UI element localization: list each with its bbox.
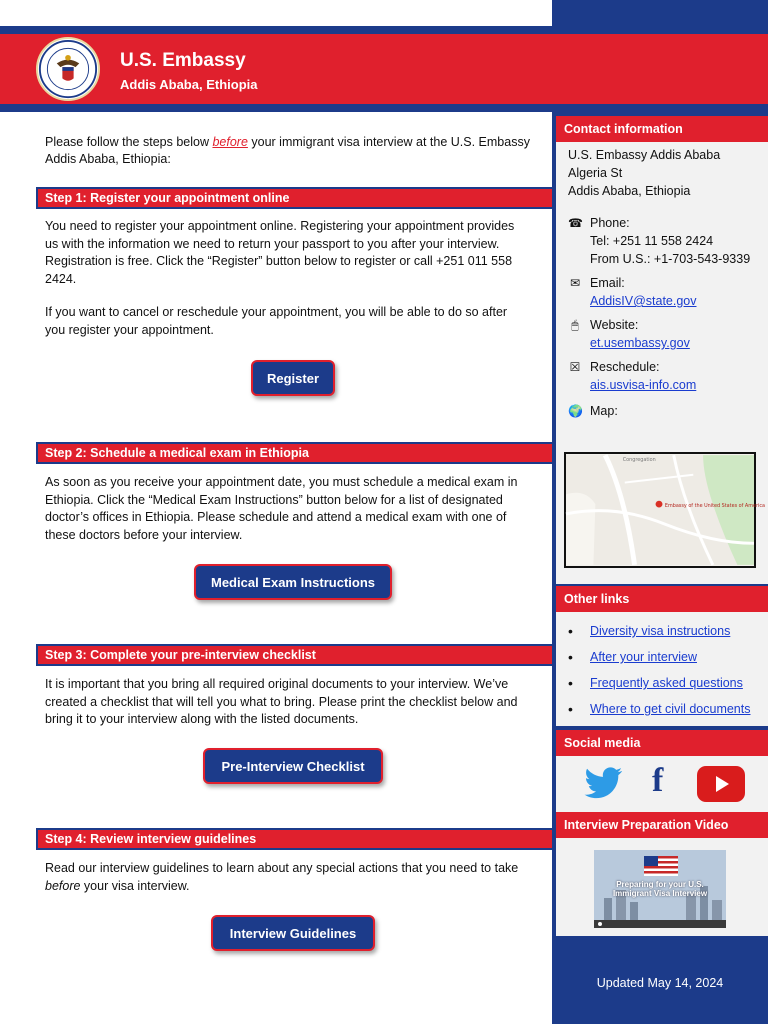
reschedule-label: Reschedule: xyxy=(590,360,660,374)
contact-map xyxy=(568,402,618,420)
register-button[interactable]: Register xyxy=(251,360,335,396)
contact-panel xyxy=(556,142,768,584)
medical-exam-instructions-button[interactable]: Medical Exam Instructions xyxy=(194,564,392,600)
step-4-heading: Step 4: Review interview guidelines xyxy=(36,828,552,850)
contact-reschedule xyxy=(568,358,696,394)
website-label: Website: xyxy=(590,318,639,332)
list-item xyxy=(590,700,751,726)
embassy-map[interactable] xyxy=(564,452,766,568)
list-item xyxy=(590,648,751,674)
intro-text-end: your immigrant visa interview at the U.S. Embassy Addis Ababa, Ethiopia: xyxy=(45,135,530,166)
address-line-2: Algeria St xyxy=(568,166,623,180)
step-4-text-start: Read our interview guidelines to learn about any special actions that you need to take xyxy=(45,861,519,875)
interview-guidelines-button[interactable]: Interview Guidelines xyxy=(211,915,375,951)
contact-phone xyxy=(568,214,750,268)
contact-email xyxy=(568,274,697,310)
map-label: Map: xyxy=(590,404,618,418)
step-3-heading: Step 3: Complete your pre-interview checklist xyxy=(36,644,552,666)
mouse-icon: 🖱 xyxy=(571,318,579,332)
social-heading: Social media xyxy=(556,730,768,756)
intro-text xyxy=(45,134,545,168)
reschedule-icon: ☒ xyxy=(569,360,581,374)
step-1-paragraph-1: You need to register your appointment online. Registering your appointment provides us with the information we need to return your passport to you after your interview. Registration is free. Click the “Register” button below to register or call +251 011 558 2424. xyxy=(45,219,515,286)
email-icon: ✉ xyxy=(569,276,581,290)
social-panel xyxy=(556,756,768,812)
list-item xyxy=(590,622,751,648)
contact-heading: Contact information xyxy=(556,116,768,142)
step-1-paragraph-2: If you want to cancel or reschedule your appointment, you will be able to do so after you register your appointment. xyxy=(45,305,508,337)
phone-tel: Tel: +251 11 558 2424 xyxy=(590,234,714,248)
page-title: U.S. Embassy xyxy=(120,50,246,71)
page-header xyxy=(0,34,768,104)
map-place-label: Embassy of the United States of America xyxy=(664,503,766,510)
list-item xyxy=(590,674,751,700)
header-bottom-stripe xyxy=(0,104,768,112)
address-line-3: Addis Ababa, Ethiopia xyxy=(568,184,691,198)
phone-label: Phone: xyxy=(590,216,630,230)
other-links-panel xyxy=(556,612,768,726)
top-bar-navy-block xyxy=(552,0,768,26)
step-4-emphasis: before xyxy=(45,878,81,893)
globe-icon: 🌍 xyxy=(568,404,583,418)
step-2-paragraph: As soon as you receive your appointment date, you must schedule a medical exam in Ethiopia. Click the “Medical Exam Instructions” button below for a list of designated doctor’s offices in Ethiopia. Please schedule and attend a medical exam with one of these doctors before your interview. xyxy=(45,475,518,542)
civil-documents-link[interactable]: Where to get civil documents xyxy=(590,702,751,716)
faq-link[interactable]: Frequently asked questions xyxy=(590,676,743,690)
header-top-stripe xyxy=(0,26,768,34)
website-link[interactable]: et.usembassy.gov xyxy=(590,336,690,350)
page-subtitle: Addis Ababa, Ethiopia xyxy=(120,77,258,92)
address-line-1: U.S. Embassy Addis Ababa xyxy=(568,148,721,162)
updated-date: Updated May 14, 2024 xyxy=(596,976,724,990)
after-interview-link[interactable]: After your interview xyxy=(590,650,697,664)
step-3-paragraph: It is important that you bring all required original documents to your interview. We’ve created a checklist that will tell you what to bring. Please print the checklist below and bring it to your interview along with the listed documents. xyxy=(45,677,518,726)
reschedule-link[interactable]: ais.usvisa-info.com xyxy=(590,378,697,392)
phone-us: From U.S.: +1-703-543-9339 xyxy=(590,252,751,266)
step-2-heading: Step 2: Schedule a medical exam in Ethiopia xyxy=(36,442,552,464)
map-pin-icon xyxy=(656,501,663,508)
email-link[interactable]: AddisIV@state.gov xyxy=(590,294,697,308)
email-label: Email: xyxy=(590,276,625,290)
sidebar xyxy=(552,112,768,1024)
video-panel xyxy=(556,838,768,936)
top-bar xyxy=(0,0,768,26)
twitter-icon[interactable] xyxy=(584,766,624,800)
other-links-list xyxy=(590,622,751,726)
other-links-heading: Other links xyxy=(556,586,768,612)
map-road-label: Congregation xyxy=(622,457,656,464)
contact-address xyxy=(568,146,720,200)
youtube-icon[interactable] xyxy=(696,764,746,804)
intro-text-start: Please follow the steps below xyxy=(45,135,213,149)
video-heading: Interview Preparation Video xyxy=(556,812,768,838)
video-thumbnail[interactable] xyxy=(594,850,726,928)
state-department-seal-icon xyxy=(36,37,100,101)
step-4-paragraph xyxy=(45,860,530,895)
step-1-heading: Step 1: Register your appointment online xyxy=(36,187,552,209)
contact-website xyxy=(568,316,690,352)
facebook-icon[interactable]: f xyxy=(652,762,664,799)
pre-interview-checklist-button[interactable]: Pre-Interview Checklist xyxy=(203,748,383,784)
video-title-overlay: Preparing for your U.S. Immigrant Visa Interview xyxy=(612,880,708,898)
intro-emphasis: before xyxy=(212,135,248,149)
step-4-text-end: your visa interview. xyxy=(80,878,190,893)
diversity-visa-link[interactable]: Diversity visa instructions xyxy=(590,624,731,638)
phone-icon: ☎ xyxy=(568,216,583,230)
main-content xyxy=(0,112,552,1024)
